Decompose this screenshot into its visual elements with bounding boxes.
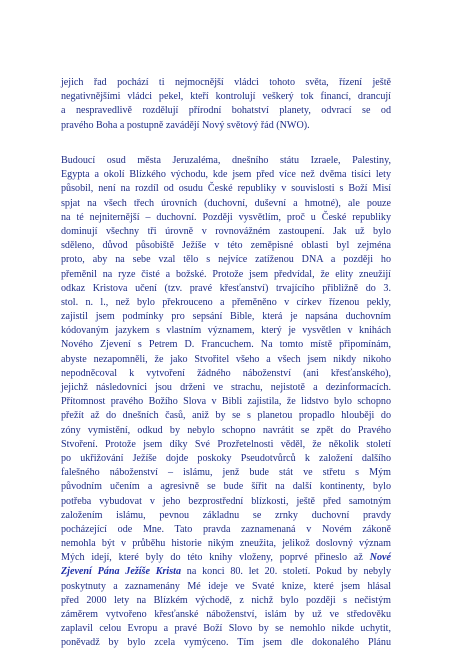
text-line: Egypta a okolí Blízkého východu, kde jsem před více než dvěma tisíci lety xyxy=(61,169,391,181)
text-line: Stvoření. Protože jsem díky Své Prozřetelnosti věděl, že několik století xyxy=(61,438,391,450)
text-line: poněvadž by bylo zcela vymýceno. Tím jsem dle dokonalého Plánu xyxy=(61,637,391,649)
text-line: působil, není na rozdíl od osudu České republiky v souvislosti s Boží Misí xyxy=(61,183,391,195)
text-line: a nespravedlivě rozdělují přírodní bohatství planety, odvrací se od xyxy=(61,105,391,117)
text-line: pocházející ode Mne. Tato pravda zaznamenaná v Novém zákoně xyxy=(61,523,391,535)
text-line: záměrem vytvořeno křesťanské náboženství, islám by už ve středověku xyxy=(61,609,391,620)
text-line: Přítomnost pravého Božího Slova v Bibli zajistila, že lidstvo bylo schopno xyxy=(61,396,391,408)
text-line: před 2000 lety na Blízkém východě, z nichž bylo později s nečistým xyxy=(61,594,391,606)
text-line: pravého Boha a postupně zavádějí Nový světový řád (NWO). xyxy=(61,119,310,131)
text-line-with-title xyxy=(61,551,391,565)
text-line: jejichž následovníci jsou drženi ve strachu, nejistotě a dezinformacích. xyxy=(61,382,391,393)
text-line: založením islámu, pevnou základnu se zrnky duchovní pravdy xyxy=(61,509,391,521)
text-line: spjat na všech třech úrovních (duchovní, duševní a hmotné), ale pouze xyxy=(61,197,391,209)
text-line: na té nejniternější – duchovní. Později vysvětlím, proč u České republiky xyxy=(61,211,391,223)
text-line: sděleno, důvod působiště Ježíše v této zeměpisné oblasti byl zejména xyxy=(61,240,391,252)
paragraph-2 xyxy=(61,154,391,651)
text-line: původním učením a agresivně se bude šířit na další kontinenty, bylo xyxy=(61,481,391,493)
text-line: falešného náboženství – islámu, jenž bude stát ve střetu s Mým xyxy=(61,467,391,479)
book-title-part: Zjevení Pána Ježíše Krista xyxy=(61,566,181,578)
text-line: zaplavil celou Evropu a pravé Boží Slovo by se nemohlo nikde uchytit, xyxy=(61,623,391,635)
text-line: proto, aby na sebe vzal tělo s nejvíce zatíženou DNA a později ho xyxy=(61,254,391,266)
text-line: abyste nezapomněli, že jako Stvořitel všeho a všech jsem nikdy nikoho xyxy=(61,353,391,365)
text-line: zajistil jsem podmínky pro sepsání Bible, která je napsána duchovním xyxy=(61,311,391,323)
text-line: jejich řad pochází ti nejmocnější vládci tohoto světa, řízení ještě xyxy=(61,77,391,88)
text-line: potřeba vybudovat v jeho bezprostřední blízkosti, ještě před samotným xyxy=(61,495,391,507)
text-line: odkaz Kristova učení (tzv. pravé křesťanství) trvajícího přibližně do 3. xyxy=(61,282,391,294)
text-segment: Mých idejí, které byly do této knihy vloženy, poprvé přineslo až xyxy=(61,552,363,564)
text-line: nemohla být v průběhu historie nikým zneužita, jelikož doslovný význam xyxy=(61,538,391,550)
book-title-part: Nové xyxy=(369,552,391,564)
text-line: dominují všechny tři úrovně v rovnovážném zastoupení. Jak už bylo xyxy=(61,225,391,237)
paragraph-1 xyxy=(61,76,391,133)
text-line: přeměnil na ryze čisté a božské. Protože jsem předvídal, že elity zneužijí xyxy=(61,268,391,280)
text-line-with-title xyxy=(61,565,391,579)
text-line: stol. n. l., než bylo překrouceno a přeměněno v církev řízenou pekly, xyxy=(61,296,391,308)
text-line: přežít až do dnešních časů, aniž by se s planetou propadlo hlouběji do xyxy=(61,410,391,422)
text-line: Budoucí osud města Jeruzaléma, dnešního státu Izraele, Palestiny, xyxy=(61,155,391,166)
text-line: Nového Zjevení s Petrem D. Francuchem. Na tomto místě připomínám, xyxy=(61,339,391,351)
text-line: zóny vymistění, odkud by nebylo schopno navrátit se zpět do Pravého xyxy=(61,424,391,436)
text-line: poskytnuty a zaznamenány Mé ideje ve Svaté knize, které jsem hlásal xyxy=(61,580,391,592)
text-line: kódovaným jazykem s vlastním významem, který je vysvětlen v knihách xyxy=(61,325,391,337)
text-segment: na konci 80. let 20. století. Pokud by nebyly xyxy=(186,566,391,578)
text-line: negativnějšími vládci pekel, kteří kontrolují veškerý tok financí, drancují xyxy=(61,91,391,103)
text-line: nepodněcoval k vytvoření žádného náboženství (ani křesťanského), xyxy=(61,367,391,379)
text-line: po ukřižování Ježíše dojde poskoky Pseudotvůrců k založení dalšího xyxy=(61,452,391,464)
